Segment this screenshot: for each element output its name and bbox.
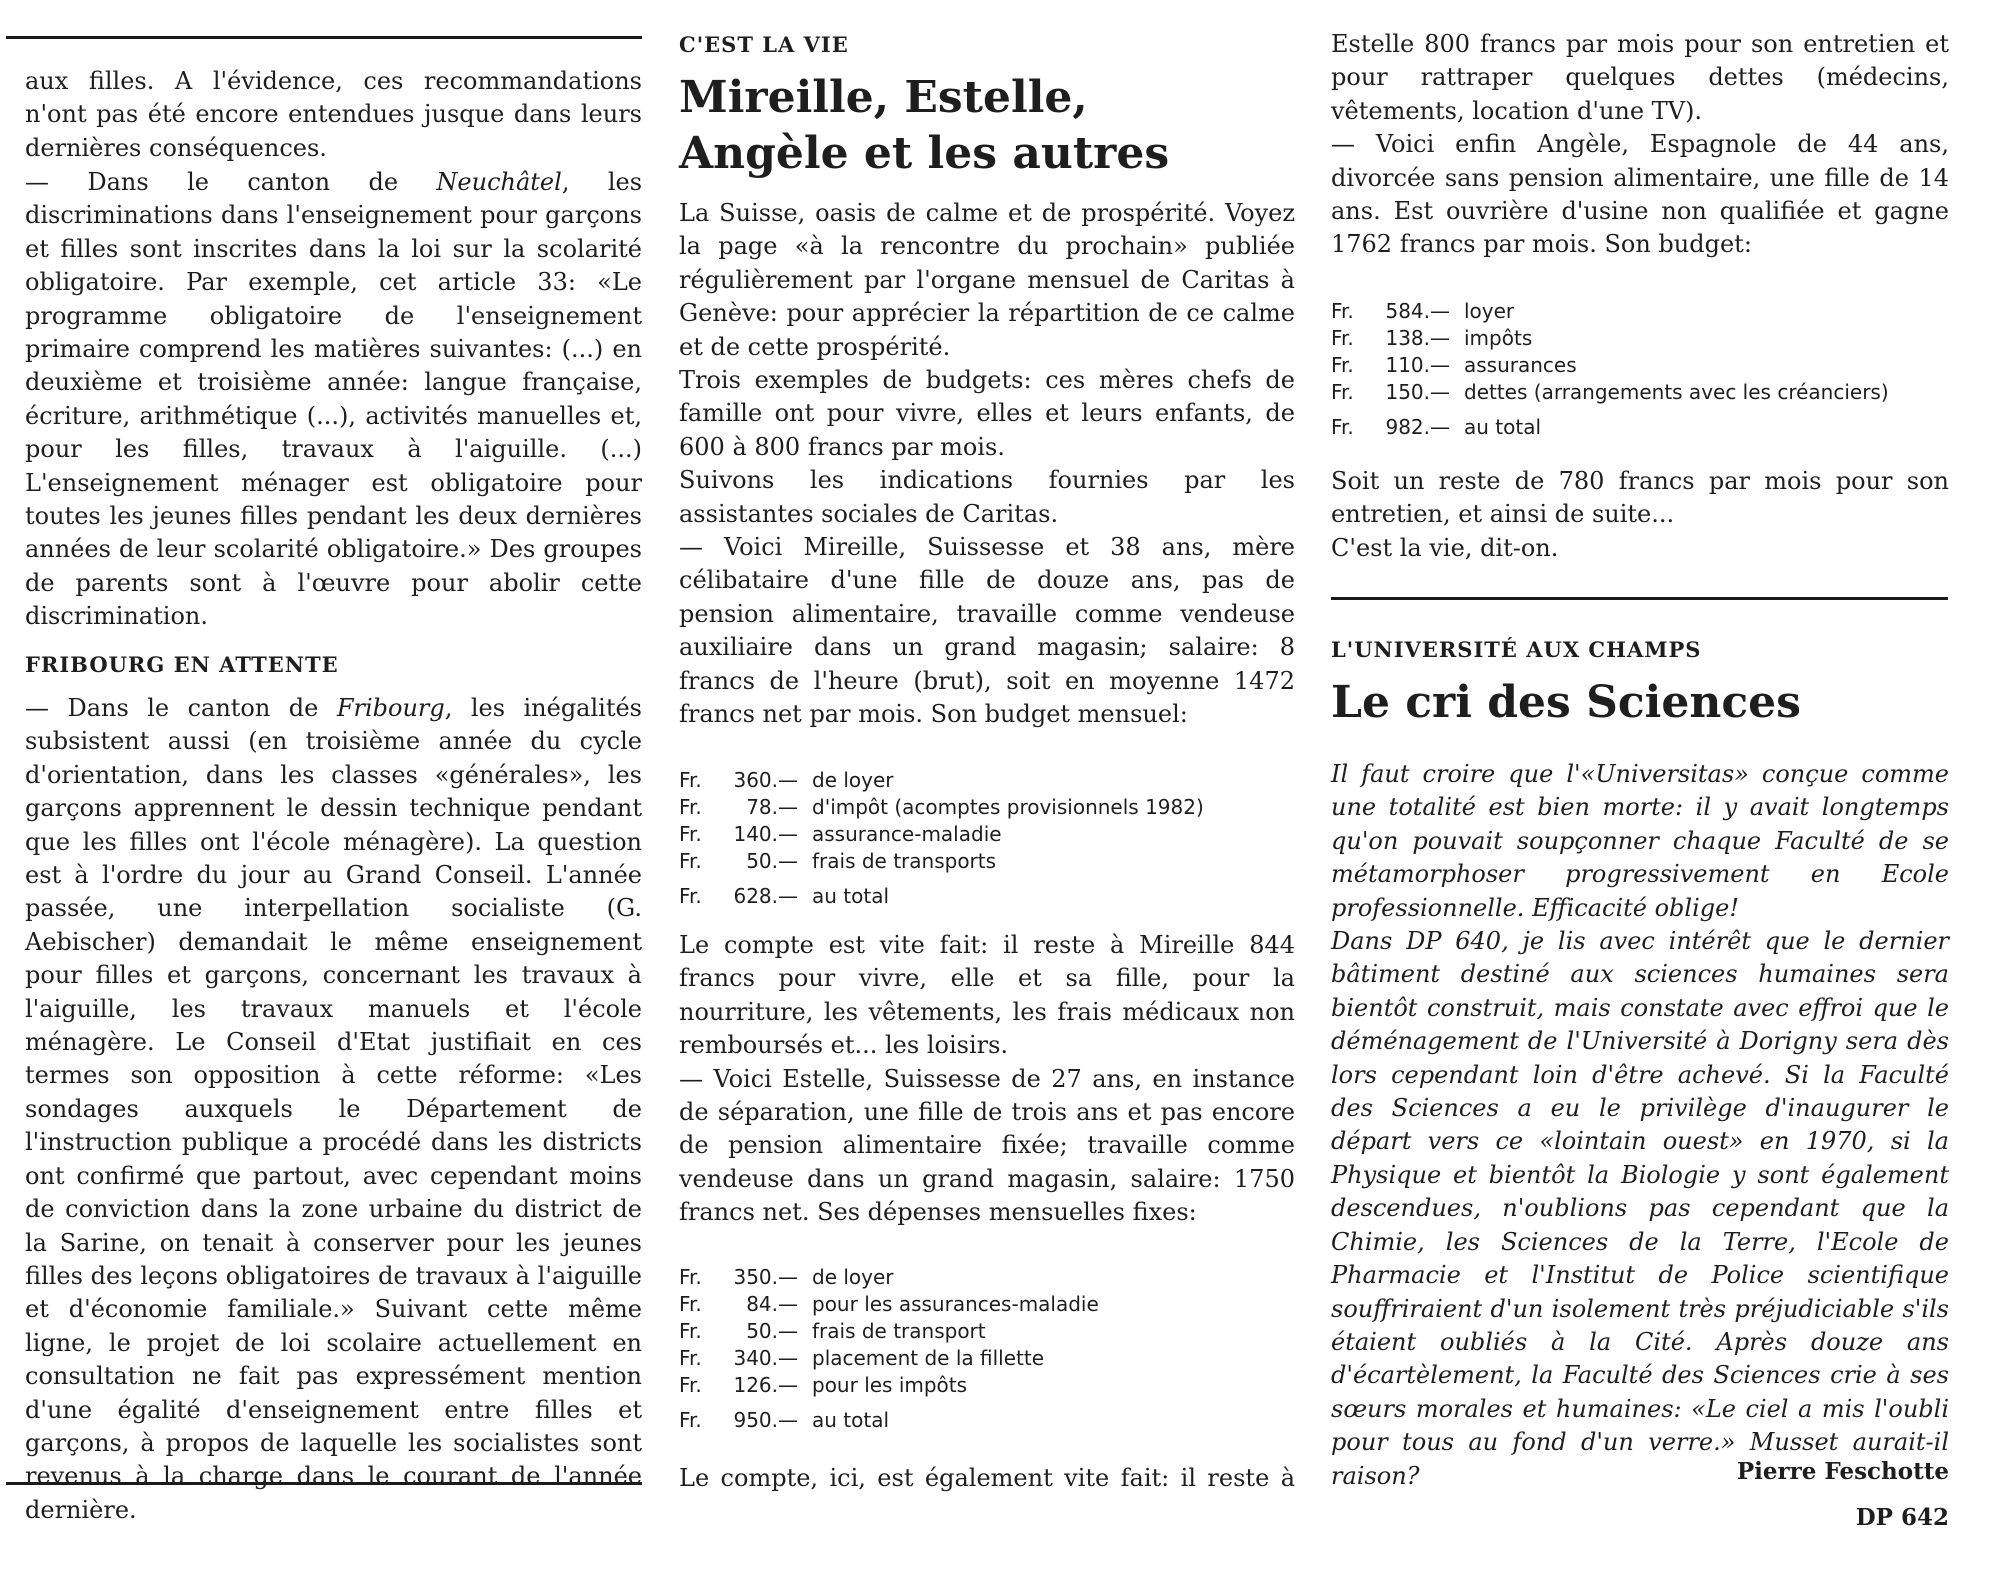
currency-label: Fr. [679, 1345, 702, 1370]
budget-row [1331, 324, 1889, 351]
budget-table-mireille [679, 766, 1204, 909]
paragraph-text: — Dans le canton de [25, 694, 337, 722]
amount-value: 84.— [746, 1291, 798, 1316]
subhead-fribourg: FRIBOURG EN ATTENTE [25, 652, 339, 677]
expense-label: impôts [1464, 325, 1533, 350]
amount-value: 50.— [746, 848, 798, 873]
budget-row [679, 793, 1204, 820]
expense-label: placement de la fillette [812, 1345, 1045, 1370]
amount-value: 982.— [1385, 414, 1450, 439]
paragraph-text: — Dans le canton de [25, 168, 437, 196]
currency-label: Fr. [1331, 379, 1354, 404]
paragraph: Il faut croire que l'«Universitas» conçue comme une totalité est bien morte: il y avait longtemps qu'on pouvait soupçonner chaque Faculté de se métamorphoser progressivement en Ecole professionnelle. Efficacité oblige! [1331, 760, 1949, 922]
amount-value: 110.— [1385, 352, 1450, 377]
article-continuation [1331, 28, 1949, 262]
expense-label: au total [812, 1407, 890, 1432]
budget-row [679, 1371, 1099, 1398]
budget-row [1331, 351, 1889, 378]
expense-label: de loyer [812, 1264, 894, 1289]
canton-name: Neuchâtel [436, 168, 562, 196]
paragraph: C'est la vie, dit-on. [1331, 533, 1559, 562]
expense-label: assurance-maladie [812, 821, 1002, 846]
expense-label: au total [812, 883, 890, 908]
currency-label: Fr. [679, 848, 702, 873]
paragraph: Trois exemples de budgets: ces mères chefs de famille ont pour vivre, elles et leurs enfants, de 600 à 800 francs par mois. [679, 366, 1295, 461]
paragraph: Le compte est vite fait: il reste à Mireille 844 francs pour vivre, elle et sa fille, pour la nourriture, les vêtements, les frais médicaux non remboursés et... les loisirs. [679, 931, 1295, 1060]
currency-label: Fr. [679, 1291, 702, 1316]
article-kicker: L'UNIVERSITÉ AUX CHAMPS [1331, 637, 1702, 662]
amount-value: 138.— [1385, 325, 1450, 350]
paragraph: Soit un reste de 780 francs par mois pour son entretien, et ainsi de suite... [1331, 467, 1949, 529]
paragraph-fribourg [25, 692, 642, 1527]
currency-label: Fr. [1331, 414, 1354, 439]
currency-label: Fr. [679, 1372, 702, 1397]
expense-label: frais de transports [812, 848, 997, 873]
budget-row [679, 766, 1204, 793]
currency-label: Fr. [1331, 298, 1354, 323]
amount-value: 340.— [733, 1345, 798, 1370]
budget-row [679, 1344, 1099, 1371]
paragraph: Suivons les indications fournies par les assistantes sociales de Caritas. [679, 466, 1295, 528]
budget-row [679, 1263, 1099, 1290]
currency-label: Fr. [679, 794, 702, 819]
article-kicker: C'EST LA VIE [679, 32, 849, 57]
currency-label: Fr. [679, 1264, 702, 1289]
currency-label: Fr. [679, 1407, 702, 1432]
amount-value: 584.— [1385, 298, 1450, 323]
canton-name: Fribourg [336, 694, 445, 722]
budget-row [1331, 405, 1889, 440]
amount-value: 628.— [733, 883, 798, 908]
paragraph: Le compte, ici, est également vite fait: il reste à [679, 1464, 1295, 1492]
budget-table-angele [1331, 297, 1889, 440]
expense-label: loyer [1464, 298, 1515, 323]
paragraph: — Voici Mireille, Suissesse et 38 ans, mère célibataire d'une fille de douze ans, pas de pension alimentaire, travaille comme vendeuse auxiliaire dans un grand magasin; salaire: 8 francs de l'heure (brut), soit en moyenne 1472 francs net par mois. Son budget mensuel: [679, 533, 1295, 729]
amount-value: 350.— [733, 1264, 798, 1289]
budget-table-estelle [679, 1263, 1099, 1433]
amount-value: 360.— [733, 767, 798, 792]
headline-line: Mireille, Estelle, [679, 72, 1088, 123]
letter-body [1331, 758, 1949, 1493]
currency-label: Fr. [1331, 352, 1354, 377]
expense-label: d'impôt (acomptes provisionnels 1982) [812, 794, 1204, 819]
headline-line: Angèle et les autres [679, 128, 1170, 179]
amount-value: 78.— [746, 794, 798, 819]
issue-reference: DP 642 [1855, 1504, 1949, 1531]
paragraph: La Suisse, oasis de calme et de prospérité. Voyez la page «à la rencontre du prochain» publiée régulièrement par l'organe mensuel de Caritas à Genève: pour apprécier la répartition de ce calme et de cette prospérité. [679, 199, 1295, 361]
budget-row [679, 820, 1204, 847]
paragraph: — Voici Estelle, Suissesse de 27 ans, en instance de séparation, une fille de trois ans et pas encore de pension alimentaire fixée; travaille comme vendeuse dans un grand magasin, salaire: 1750 francs net. Ses dépenses mensuelles fixes: [679, 1064, 1295, 1227]
article-headline: Le cri des Sciences [1331, 677, 1801, 728]
paragraph-text: , les inégalités subsistent aussi (en troisième année du cycle d'orientation, dans les classes «générales», les garçons apprennent le dessin technique pendant que les filles ont l'école ménagère). La question est à l'ordre du jour au Grand Conseil. L'année passée, une interpellation socialiste (G. Aebischer) demandait le même enseignement pour filles et garçons, concernant les travaux à l'aiguille, les travaux manuels et l'école ménagère. Le Conseil d'Etat justifiait en ces termes son opposition à cette réforme: «Les sondages auxquels le Département de l'instruction publique a procédé dans les districts ont confirmé que partout, avec cependant moins de conviction dans la zone urbaine du district de la Sarine, on tenait à conserver pour les jeunes filles des leçons obligatoires de travaux à l'aiguille et d'économie familiale.» Suivant cette même ligne, le projet de loi scolaire actuellement en consultation ne fait pas expressément mention d'une égalité d'enseignement entre filles et garçons, à propos de laquelle les socialistes sont revenus à la charge dans le courant de l'année dernière. [25, 694, 643, 1524]
amount-value: 950.— [733, 1407, 798, 1432]
amount-value: 50.— [746, 1318, 798, 1343]
budget-row [679, 1398, 1099, 1433]
paragraph-neuchatel [25, 166, 642, 634]
author-signature: Pierre Feschotte [1736, 1458, 1949, 1485]
currency-label: Fr. [679, 883, 702, 908]
top-rule-left [6, 36, 642, 39]
expense-label: de loyer [812, 767, 894, 792]
budget-row [679, 847, 1204, 874]
expense-label: pour les impôts [812, 1372, 968, 1397]
currency-label: Fr. [679, 767, 702, 792]
article-body-top [679, 197, 1295, 732]
budget-row [1331, 378, 1889, 405]
budget-row [1331, 297, 1889, 324]
article-body-middle [679, 929, 1295, 1230]
expense-label: frais de transport [812, 1318, 986, 1343]
paragraph: Dans DP 640, je lis avec intérêt que le dernier bâtiment destiné aux sciences humaines sera bientôt construit, mais constate avec effroi que le déménagement de l'Université à Dorigny sera dès lors cependant loin d'être achevé. Si la Faculté des Sciences a eu le privilège d'inaugurer le départ vers ce «lointain ouest» en 1970, si la Physique et bientôt la Biologie y sont également descendues, n'oublions pas cependant que la Chimie, les Sciences de la Terre, l'Ecole de Pharmacie et l'Institut de Police scientifique souffriraient d'un isolement très préjudiciable s'ils étaient oubliés à la Cité. Après douze ans d'écartèlement, la Faculté des Sciences crie à ses sœurs morales et humaines: «Le ciel a mis l'oubli pour tous au fond d'un verre.» Musset aurait-il raison? [1331, 927, 1949, 1490]
expense-label: pour les assurances-maladie [812, 1291, 1099, 1316]
article-conclusion [1331, 465, 1949, 565]
budget-row [679, 874, 1204, 909]
amount-value: 126.— [733, 1372, 798, 1397]
article-headline [679, 70, 1169, 182]
section-rule-right [1331, 597, 1948, 600]
expense-label: dettes (arrangements avec les créanciers) [1464, 379, 1889, 404]
budget-row [679, 1290, 1099, 1317]
amount-value: 150.— [1385, 379, 1450, 404]
currency-label: Fr. [1331, 325, 1354, 350]
paragraph [25, 65, 642, 165]
currency-label: Fr. [679, 1318, 702, 1343]
budget-row [679, 1317, 1099, 1344]
currency-label: Fr. [679, 821, 702, 846]
paragraph-text: aux filles. A l'évidence, ces recommandations n'ont pas été encore entendues jusque dans leurs dernières conséquences. [25, 67, 642, 162]
paragraph: Estelle 800 francs par mois pour son entretien et pour rattraper quelques dettes (médecins, vêtements, location d'une TV). [1331, 30, 1949, 125]
expense-label: assurances [1464, 352, 1577, 377]
paragraph: — Voici enfin Angèle, Espagnole de 44 ans, divorcée sans pension alimentaire, une fille de 14 ans. Est ouvrière d'usine non qualifiée et gagne 1762 francs par mois. Son budget: [1331, 130, 1949, 259]
expense-label: au total [1464, 414, 1542, 439]
amount-value: 140.— [733, 821, 798, 846]
paragraph-text: , les discriminations dans l'enseignement pour garçons et filles sont inscrites dans la loi sur la scolarité obligatoire. Par exemple, cet article 33: «Le programme obligatoire de l'enseignement primaire comprend les matières suivantes: (...) en deuxième et troisième année: langue française, écriture, arithmétique (...), activités manuelles et, pour les filles, travaux à l'aiguille. (...) L'enseignement ménager est obligatoire pour toutes les jeunes filles pendant les deux dernières années de leur scolarité obligatoire.» Des groupes de parents sont à l'œuvre pour abolir cette discrimination. [25, 168, 643, 631]
